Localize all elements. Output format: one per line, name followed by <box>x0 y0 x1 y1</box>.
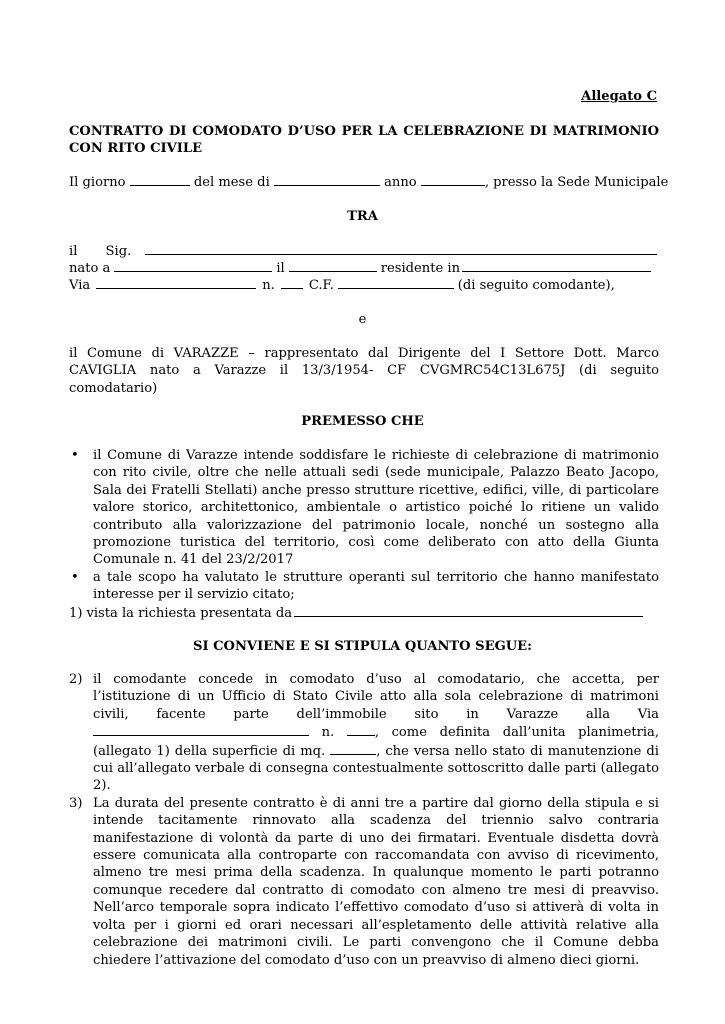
civic-number-blank <box>347 723 375 736</box>
date-line: Il giorno del mese di anno , presso la Sede Municipale <box>69 175 669 190</box>
year-blank <box>421 173 485 186</box>
surface-blank <box>330 742 376 755</box>
via-blank <box>93 723 309 736</box>
list-item: • a tale scopo ha valutato le strutture operanti sul territorio che hanno manifestato interesse per il servizio citato; <box>69 569 659 604</box>
requester-blank <box>294 604 643 617</box>
month-blank <box>274 173 380 186</box>
si-conviene-heading: SI CONVIENE E SI STIPULA QUANTO SEGUE: <box>192 639 532 654</box>
residence-blank <box>462 259 651 272</box>
birthplace-blank <box>114 259 272 272</box>
clause-3: 3) La durata del presente contratto è di anni tre a partire dal giorno della stipula e si intende tacitamente rinnovato alla scadenza del triennio salvo contraria manifestazione di volontà da parte di uno dei firmatari. Eventuale disdetta dovrà essere comunicata alla controparte con raccomandata con avviso di ricevimento, almeno tre mesi prima della scadenza. In qualunque momento le parti potranno comunque recedere dal contratto di comodato con almeno tre mesi di preavviso. Nell’arco temporale sopra indicato l’effettivo comodato d’uso si attiverà di volta in volta per i giorni ed orari necessari all’espletamento delle attività relative alla celebrazione dei matrimoni civili. Le parti convengono che il Comune debba chiedere l’attivazione del comodato d’uso con un preavviso di almeno dieci giorni. <box>69 795 659 968</box>
party-line-1: il Sig. <box>69 242 659 260</box>
contract-title: CONTRATTO DI COMODATO D’USO PER LA CELEBRAZIONE DI MATRIMONIO CON RITO CIVILE <box>69 124 659 157</box>
clauses-list <box>69 671 659 969</box>
clause-2: 2) il comodante concede in comodato d’uso al comodatario, che accetta, per l’istituzione di un Ufficio di Stato Civile atto alla sola celebrazione di matrimoni civili, facente parte dell’immobile sito in Varazze alla Via n. , come definita dall’unita planimetria, (allegato 1) della superficie di mq. , che versa nello stato di manutenzione di cui all’allegato verbale di consegna contestualmente sottoscritto dalle parti (allegato 2). <box>69 672 659 794</box>
vista-line: 1) vista la richiesta presentata da <box>69 604 645 622</box>
birthdate-blank <box>289 259 377 272</box>
allegato-label: Allegato C <box>581 89 657 104</box>
party-line-3: Via n. C.F. (di seguito comodante), <box>69 278 615 293</box>
day-blank <box>130 173 190 186</box>
party-line-2: nato a il residente in <box>69 259 659 277</box>
tra-heading: TRA <box>347 209 378 224</box>
premesso-list <box>69 447 659 604</box>
premesso-heading: PREMESSO CHE <box>301 414 424 429</box>
street-number-blank <box>281 276 303 289</box>
comune-party: il Comune di VARAZZE – rappresentato dal Dirigente del I Settore Dott. Marco CAVIGLIA nato a Varazze il 13/3/1954- CF CVGMRC54C13L675J (di seguito comodatario) <box>69 346 659 396</box>
street-blank <box>96 276 256 289</box>
conjunction-e: e <box>358 312 367 327</box>
list-item: • il Comune di Varazze intende soddisfare le richieste di celebrazione di matrimonio con rito civile, oltre che nelle attuali sedi (sede municipale, Palazzo Beato Jacopo, Sala dei Fratelli Stellati) anche presso strutture ricettive, edifici, ville, di particolare valore storico, architettonico, ambientale o artistico poiché lo ritiene un valido contributo alla valorizzazione del patrimonio locale, nonché un sostegno alla promozione turistica del territorio, così come deliberato con atto della Giunta Comunale n. 41 del 23/2/2017 <box>69 447 659 569</box>
name-blank <box>145 242 657 255</box>
cf-blank <box>338 276 454 289</box>
